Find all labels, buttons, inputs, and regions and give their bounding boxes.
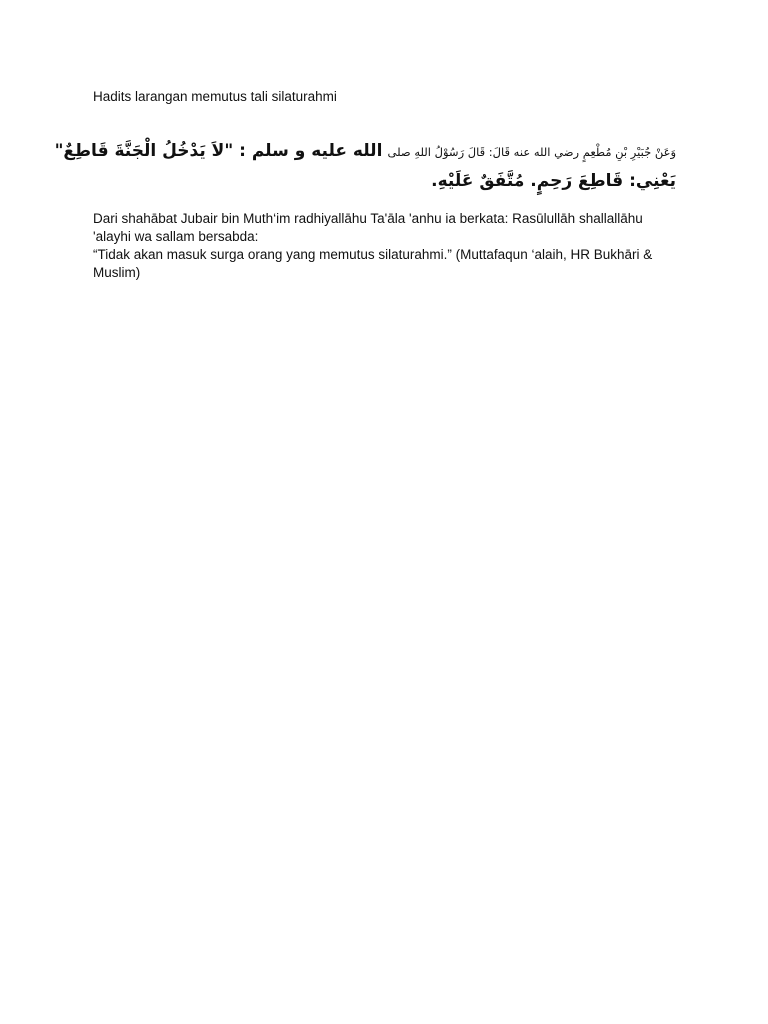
- arabic-hadith-quote: الله عليه و سلم : "لاَ يَدْخُلُ الْجَنَّةَ قَاطِعٌ": [54, 141, 383, 161]
- translation-quote: “Tidak akan masuk surga orang yang memutus silaturahmi.” (Muttafaqun ‘alaih, HR Bukhāri & Muslim): [93, 247, 653, 280]
- document-title: Hadits larangan memutus tali silaturahmi: [93, 89, 337, 104]
- arabic-narration-chain: وَعَنْ جُبَيْرِ بْنِ مُطْعِمٍ رضي الله عنه قَالَ: قَالَ رَسُوْلُ اللهِ صلى: [387, 145, 676, 159]
- arabic-hadith-text: [54, 136, 676, 196]
- translation-intro: Dari shahābat Jubair bin Muth‘im radhiyallāhu Ta'āla 'anhu ia berkata: Rasūlullāh shallallāhu 'alayhi wa sallam bersabda:: [93, 211, 643, 244]
- arabic-line-1: [54, 136, 676, 167]
- translation-paragraph: [93, 210, 678, 282]
- arabic-line-2: يَعْنِي: قَاطِعَ رَحِمٍ. مُتَّفَقٌ عَلَيْهِ.: [431, 171, 676, 191]
